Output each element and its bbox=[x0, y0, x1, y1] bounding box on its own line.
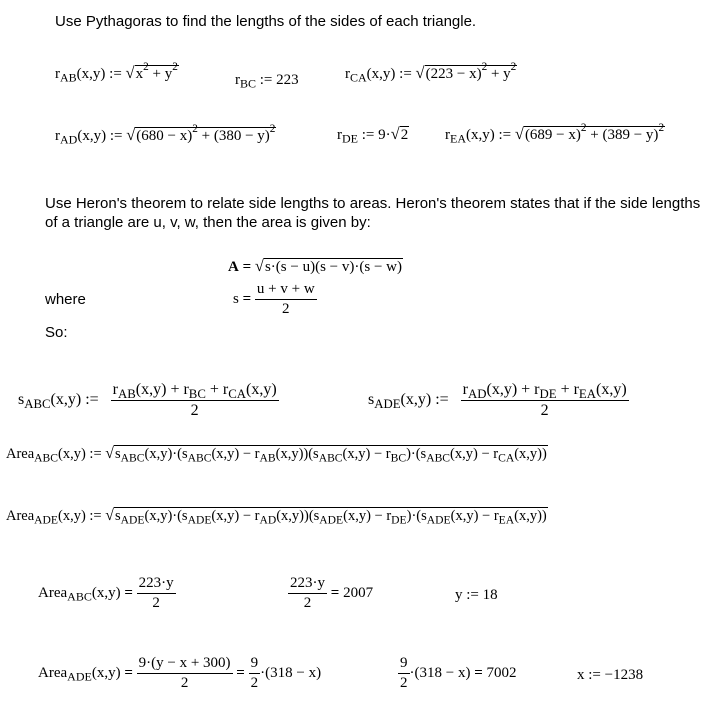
eqABC-den: 2 bbox=[303, 595, 312, 611]
equation-abc: $\frac{223\cdot y}{2}$ = 2007 bbox=[290, 575, 374, 611]
so-label: So: bbox=[45, 324, 68, 341]
heron-s: s bbox=[233, 290, 239, 307]
areaADE-num: 9·(y − x + 300) bbox=[137, 655, 233, 674]
y-value: 18 bbox=[482, 587, 498, 603]
def-sABC: $s_{ABC}(x,y)$ := $\frac{r_{AB}(x,y) + r_{BC} + r_{CA}(x,y)}{2}$ bbox=[18, 381, 277, 419]
where-label: where bbox=[45, 291, 86, 308]
heron-A: A bbox=[228, 259, 239, 275]
s-numerator: u + v + w bbox=[255, 281, 317, 300]
x-assign: x := −1238 bbox=[577, 667, 644, 683]
eqADE-factor: (318 − x) bbox=[414, 664, 471, 681]
areaADE-coef-den: 2 bbox=[250, 675, 259, 691]
intro-heron: Use Heron's theorem to relate side lengths to areas. Heron's theorem states that if the side lengths of a triangle are u, v, w, then the area is given by: bbox=[45, 195, 701, 231]
eqABC-num: 223·y bbox=[288, 575, 327, 594]
def-rAD: $r_{AD}(x,y)$ := $√(680 - x)^2 + (380 - y)^2$ bbox=[55, 123, 276, 147]
sADE-denominator: 2 bbox=[540, 402, 549, 419]
def-AreaABC: Area$_{ABC}$(x,y) := $√s_{ABC}(x,y)\cdot(s_{ABC}(x,y) - r_{AB}(x,y))(s_{ABC}(x,y) - r_{BC})\cdot(s_{ABC}(x,y) - r_{CA}(x,y))$ bbox=[6, 445, 547, 465]
heron-area-formula: A = √s·(s − u)(s − v)·(s − w) bbox=[228, 256, 402, 275]
heron-s-formula: s = $\frac{u + v + w}{2}$ bbox=[233, 281, 315, 317]
eqABC-value: 2007 bbox=[343, 584, 374, 601]
def-rCA: $r_{CA}(x,y)$ := $√(223 - x)^2 + y^2$ bbox=[345, 61, 517, 85]
rBC-value: 223 bbox=[276, 72, 299, 88]
sABC-denominator: 2 bbox=[190, 402, 199, 419]
s-denominator: 2 bbox=[282, 301, 290, 317]
result-AreaABC: Area$_{ABC}$(x,y) = $\frac{223\cdot y}{2}$ bbox=[38, 575, 174, 611]
areaADE-den: 2 bbox=[180, 675, 189, 691]
result-AreaADE: Area$_{ADE}$(x,y) = $\frac{9\cdot(y - x + 300)}{2}$ = $\frac{9}{2}$ ·(318 − x) bbox=[38, 655, 322, 691]
areaADE-coef-num: 9 bbox=[249, 655, 261, 674]
eqADE-coef-num: 9 bbox=[398, 655, 410, 674]
def-rDE: $r_{DE}$ := 9·√2 bbox=[337, 124, 409, 146]
x-value: −1238 bbox=[604, 667, 644, 683]
areaADE-factor: (318 − x) bbox=[265, 664, 322, 681]
eqADE-coef-den: 2 bbox=[400, 675, 408, 691]
def-rBC: $r_{BC}$ := 223 bbox=[235, 72, 299, 91]
def-rEA: $r_{EA}(x,y)$ := $√(689 - x)^2 + (389 - y)^2$ bbox=[445, 122, 665, 146]
y-assign: y := 18 bbox=[455, 587, 498, 603]
areaABC-den: 2 bbox=[152, 595, 160, 611]
heron-radicand: s·(s − u)(s − v)·(s − w) bbox=[264, 259, 402, 275]
def-rAB: $r_{AB}(x,y)$ := $√x^2 + y^2$ bbox=[55, 61, 178, 85]
equation-ade: $\frac{9}{2}$ ·(318 − x) = 7002 bbox=[400, 655, 517, 691]
def-AreaADE: Area$_{ADE}$(x,y) := $√s_{ADE}(x,y)\cdot(s_{ADE}(x,y) - r_{AD}(x,y))(s_{ADE}(x,y) - r_{DE})\cdot(s_{ADE}(x,y) - r_{EA}(x,y))$ bbox=[6, 507, 547, 527]
eqADE-value: 7002 bbox=[486, 664, 517, 681]
intro-pythagoras: Use Pythagoras to find the lengths of the sides of each triangle. bbox=[55, 13, 477, 30]
def-sADE: $s_{ADE}(x,y)$ := $\frac{r_{AD}(x,y) + r_{DE} + r_{EA}(x,y)}{2}$ bbox=[368, 381, 627, 419]
areaABC-num: 223·y bbox=[137, 575, 176, 594]
